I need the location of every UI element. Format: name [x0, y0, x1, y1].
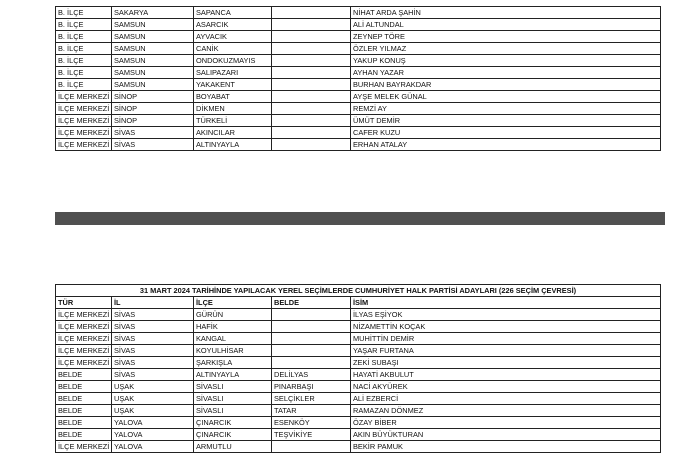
town-cell [272, 91, 351, 103]
table-row [56, 393, 661, 405]
table-row [56, 7, 661, 19]
town-cell [272, 441, 351, 453]
town-cell [272, 31, 351, 43]
table-body [56, 309, 661, 453]
column-header-belde: BELDE [272, 297, 351, 309]
province-cell: SAMSUN [112, 55, 194, 67]
table-row [56, 321, 661, 333]
name-cell: NİZAMETTİN KOÇAK [351, 321, 661, 333]
district-cell: AKINCILAR [194, 127, 272, 139]
name-cell: ÖZAY BİBER [351, 417, 661, 429]
table-row [56, 369, 661, 381]
type-cell: BELDE [56, 405, 112, 417]
name-cell: BURHAN BAYRAKDAR [351, 79, 661, 91]
type-cell: BELDE [56, 369, 112, 381]
type-cell: İLÇE MERKEZİ [56, 333, 112, 345]
name-cell: ÜMÜT DEMİR [351, 115, 661, 127]
column-header-ilce: İLÇE [194, 297, 272, 309]
province-cell: SAMSUN [112, 43, 194, 55]
town-cell: SELÇİKLER [272, 393, 351, 405]
type-cell: B. İLÇE [56, 43, 112, 55]
table-row [56, 43, 661, 55]
type-cell: B. İLÇE [56, 31, 112, 43]
province-cell: SAMSUN [112, 19, 194, 31]
type-cell: BELDE [56, 381, 112, 393]
district-cell: GÜRÜN [194, 309, 272, 321]
name-cell: CAFER KUZU [351, 127, 661, 139]
name-cell: HAYATİ AKBULUT [351, 369, 661, 381]
province-cell: SİVAS [112, 345, 194, 357]
name-cell: ZEKİ SUBAŞI [351, 357, 661, 369]
town-cell [272, 333, 351, 345]
district-cell: ASARCIK [194, 19, 272, 31]
town-cell [272, 103, 351, 115]
name-cell: AYHAN YAZAR [351, 67, 661, 79]
name-cell: MUHİTTİN DEMİR [351, 333, 661, 345]
province-cell: UŞAK [112, 381, 194, 393]
name-cell: AKIN BÜYÜKTURAN [351, 429, 661, 441]
district-cell: ARMUTLU [194, 441, 272, 453]
district-cell: BOYABAT [194, 91, 272, 103]
district-cell: KANGAL [194, 333, 272, 345]
district-cell: ALTINYAYLA [194, 369, 272, 381]
province-cell: SAMSUN [112, 79, 194, 91]
town-cell [272, 19, 351, 31]
type-cell: B. İLÇE [56, 79, 112, 91]
town-cell: ESENKÖY [272, 417, 351, 429]
town-cell [272, 309, 351, 321]
province-cell: YALOVA [112, 441, 194, 453]
type-cell: BELDE [56, 417, 112, 429]
province-cell: UŞAK [112, 393, 194, 405]
table-row [56, 357, 661, 369]
table-row [56, 309, 661, 321]
town-cell: TEŞVİKİYE [272, 429, 351, 441]
town-cell: PINARBAŞI [272, 381, 351, 393]
table-row [56, 55, 661, 67]
province-cell: SİNOP [112, 115, 194, 127]
table-title: 31 MART 2024 TARİHİNDE YAPILACAK YEREL SEÇİMLERDE CUMHURİYET HALK PARTİSİ ADAYLARI (226 SEÇİM ÇEVRESİ) [56, 285, 661, 297]
town-cell [272, 139, 351, 151]
name-cell: REMZİ AY [351, 103, 661, 115]
type-cell: İLÇE MERKEZİ [56, 321, 112, 333]
type-cell: B. İLÇE [56, 67, 112, 79]
table-row [56, 441, 661, 453]
province-cell: YALOVA [112, 429, 194, 441]
district-cell: ŞARKIŞLA [194, 357, 272, 369]
district-cell: YAKAKENT [194, 79, 272, 91]
district-cell: CANİK [194, 43, 272, 55]
type-cell: İLÇE MERKEZİ [56, 441, 112, 453]
table-row [56, 103, 661, 115]
type-cell: İLÇE MERKEZİ [56, 115, 112, 127]
province-cell: SİVAS [112, 369, 194, 381]
province-cell: SAMSUN [112, 67, 194, 79]
district-cell: SİVASLI [194, 381, 272, 393]
table-row [56, 139, 661, 151]
candidate-table-top [55, 6, 661, 151]
type-cell: İLÇE MERKEZİ [56, 103, 112, 115]
district-cell: HAFİK [194, 321, 272, 333]
province-cell: UŞAK [112, 405, 194, 417]
name-cell: YAKUP KONUŞ [351, 55, 661, 67]
town-cell: TATAR [272, 405, 351, 417]
column-header-isim: İSİM [351, 297, 661, 309]
town-cell [272, 357, 351, 369]
province-cell: SİVAS [112, 309, 194, 321]
district-cell: ONDOKUZMAYIS [194, 55, 272, 67]
province-cell: SİVAS [112, 321, 194, 333]
town-cell [272, 127, 351, 139]
type-cell: İLÇE MERKEZİ [56, 91, 112, 103]
table-row [56, 417, 661, 429]
province-cell: SAMSUN [112, 31, 194, 43]
table-row [56, 91, 661, 103]
town-cell [272, 115, 351, 127]
province-cell: YALOVA [112, 417, 194, 429]
name-cell: ERHAN ATALAY [351, 139, 661, 151]
type-cell: BELDE [56, 393, 112, 405]
type-cell: BELDE [56, 429, 112, 441]
table-title-row [56, 285, 661, 297]
district-cell: SAPANCA [194, 7, 272, 19]
candidate-table-bottom [55, 284, 661, 453]
type-cell: İLÇE MERKEZİ [56, 309, 112, 321]
district-cell: ALTINYAYLA [194, 139, 272, 151]
table-row [56, 345, 661, 357]
column-header-il: İL [112, 297, 194, 309]
table-row [56, 19, 661, 31]
district-cell: ÇINARCIK [194, 429, 272, 441]
page-separator-bar [55, 212, 665, 225]
province-cell: SİVAS [112, 127, 194, 139]
town-cell [272, 79, 351, 91]
table-row [56, 405, 661, 417]
table-row [56, 381, 661, 393]
district-cell: SALIPAZARI [194, 67, 272, 79]
table-row [56, 31, 661, 43]
table-row [56, 333, 661, 345]
district-cell: ÇINARCIK [194, 417, 272, 429]
type-cell: İLÇE MERKEZİ [56, 127, 112, 139]
name-cell: RAMAZAN DÖNMEZ [351, 405, 661, 417]
table-row [56, 67, 661, 79]
town-cell: DELİLYAS [272, 369, 351, 381]
district-cell: SİVASLI [194, 405, 272, 417]
table-body [56, 7, 661, 151]
town-cell [272, 55, 351, 67]
table-row [56, 429, 661, 441]
province-cell: SİNOP [112, 103, 194, 115]
name-cell: ALİ ALTUNDAL [351, 19, 661, 31]
type-cell: İLÇE MERKEZİ [56, 357, 112, 369]
table-row [56, 79, 661, 91]
type-cell: B. İLÇE [56, 55, 112, 67]
district-cell: TÜRKELİ [194, 115, 272, 127]
name-cell: NİHAT ARDA ŞAHİN [351, 7, 661, 19]
table-row [56, 115, 661, 127]
table-row [56, 127, 661, 139]
name-cell: BEKİR PAMUK [351, 441, 661, 453]
name-cell: İLYAS EŞİYOK [351, 309, 661, 321]
province-cell: SİVAS [112, 333, 194, 345]
district-cell: SİVASLI [194, 393, 272, 405]
name-cell: NACİ AKYÜREK [351, 381, 661, 393]
column-header-tur: TÜR [56, 297, 112, 309]
town-cell [272, 43, 351, 55]
type-cell: İLÇE MERKEZİ [56, 345, 112, 357]
district-cell: DİKMEN [194, 103, 272, 115]
town-cell [272, 67, 351, 79]
type-cell: B. İLÇE [56, 19, 112, 31]
name-cell: ZEYNEP TÖRE [351, 31, 661, 43]
town-cell [272, 7, 351, 19]
province-cell: SİNOP [112, 91, 194, 103]
name-cell: AYŞE MELEK GÜNAL [351, 91, 661, 103]
town-cell [272, 345, 351, 357]
name-cell: ÖZLER YILMAZ [351, 43, 661, 55]
town-cell [272, 321, 351, 333]
table-header-row [56, 297, 661, 309]
province-cell: SİVAS [112, 357, 194, 369]
district-cell: KOYULHİSAR [194, 345, 272, 357]
province-cell: SİVAS [112, 139, 194, 151]
type-cell: B. İLÇE [56, 7, 112, 19]
name-cell: YAŞAR FURTANA [351, 345, 661, 357]
province-cell: SAKARYA [112, 7, 194, 19]
name-cell: ALİ EZBERCİ [351, 393, 661, 405]
type-cell: İLÇE MERKEZİ [56, 139, 112, 151]
district-cell: AYVACIK [194, 31, 272, 43]
